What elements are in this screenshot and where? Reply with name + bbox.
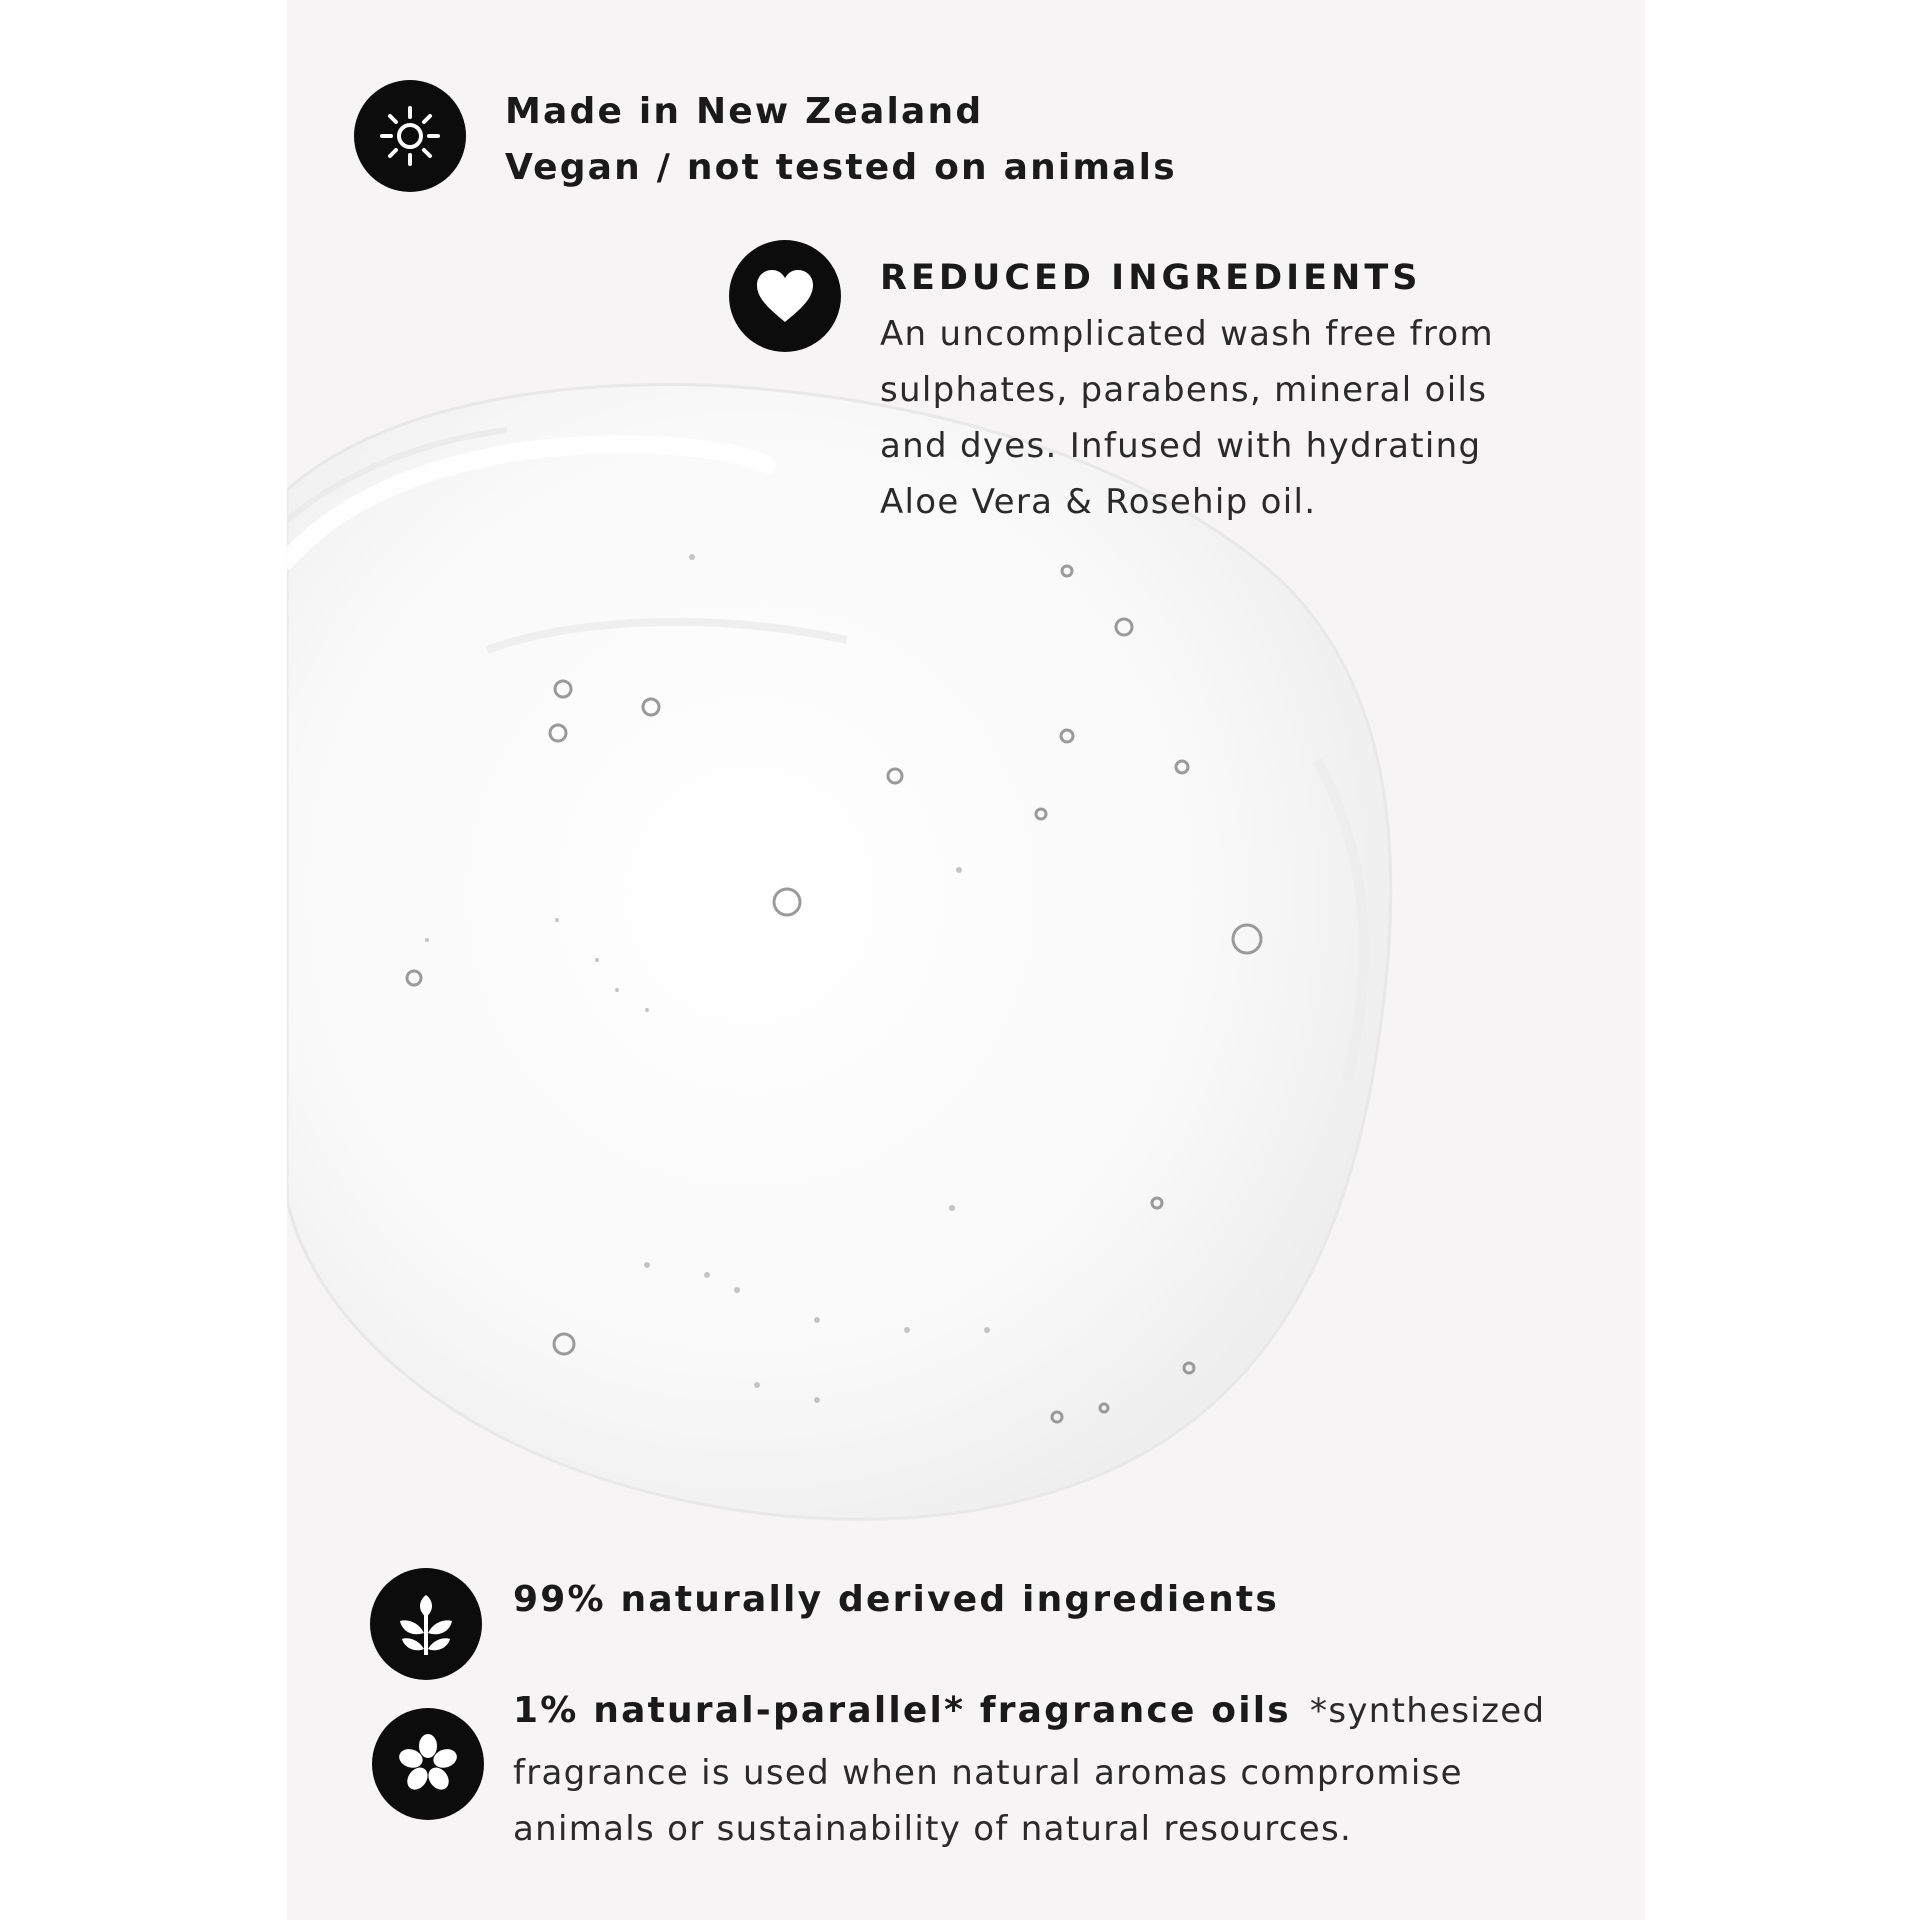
fragrance-line: animals or sustainability of natural resources. — [513, 1809, 1353, 1849]
reduced-heading: REDUCED INGREDIENTS — [880, 258, 1422, 298]
fragrance-block — [513, 1683, 1545, 1857]
fragrance-line: fragrance is used when natural aromas compromise — [513, 1753, 1463, 1793]
product-info-panel — [287, 0, 1645, 1920]
sun-icon — [354, 80, 466, 192]
reduced-line: sulphates, parabens, mineral oils — [880, 370, 1488, 410]
fragrance-heading: 1% natural-parallel* fragrance oils — [513, 1690, 1291, 1731]
heart-icon — [729, 240, 841, 352]
fragrance-note: *synthesized — [1310, 1691, 1546, 1731]
reduced-line: An uncomplicated wash free from — [880, 314, 1494, 354]
reduced-line: Aloe Vera & Rosehip oil. — [880, 482, 1317, 522]
leaf-sprig-icon — [370, 1568, 482, 1680]
flower-icon — [372, 1708, 484, 1820]
natural-ingredients-text: 99% naturally derived ingredients — [513, 1579, 1279, 1620]
reduced-ingredients-block — [880, 250, 1494, 530]
origin-text — [505, 84, 1177, 196]
reduced-line: and dyes. Infused with hydrating — [880, 426, 1482, 466]
vegan-line: Vegan / not tested on animals — [505, 147, 1177, 188]
origin-line: Made in New Zealand — [505, 91, 984, 132]
